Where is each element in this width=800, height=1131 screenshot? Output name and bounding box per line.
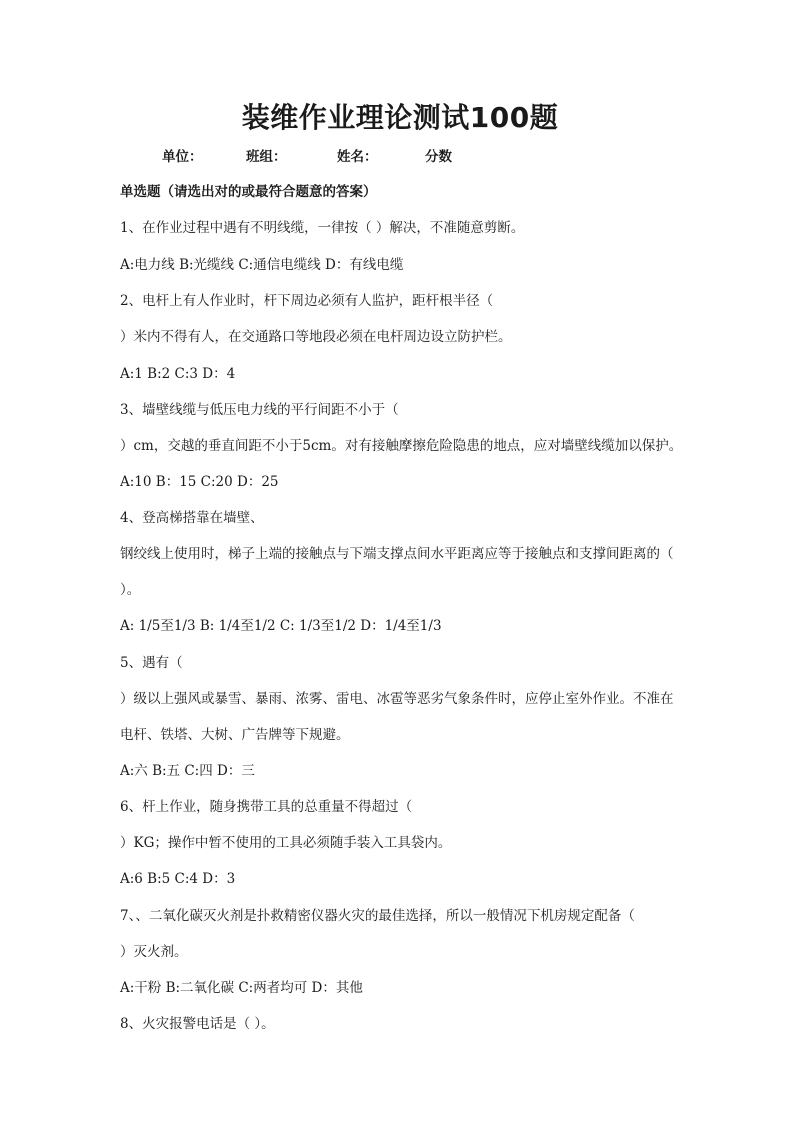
text-line: 电杆、铁塔、大树、广告牌等下规避。: [120, 727, 350, 743]
text-line: 钢绞线上使用时，梯子上端的接触点与下端支撑点间水平距离应等于接触点和支撑间距离的（: [120, 546, 674, 562]
text-line: ）。: [120, 582, 141, 598]
text-line: 3、墙壁线缆与低压电力线的平行间距不小于（: [120, 402, 399, 418]
text-line: 6、杆上作业，随身携带工具的总重量不得超过（: [120, 799, 413, 815]
text-line: 7、、二氧化碳灭火剂是扑救精密仪器火灾的最佳选择，所以一般情况下机房规定配备（: [120, 908, 635, 924]
text-line: 1、在作业过程中遇有不明线缆，一律按（ ）解决，不准随意剪断。: [120, 220, 525, 236]
text-line: A:10 B：15 C:20 D：25: [120, 474, 279, 490]
text-line: ）米内不得有人，在交通路口等地段必须在电杆周边设立防护栏。: [120, 329, 512, 345]
text-line: A:六 B:五 C:四 D：三: [120, 763, 255, 779]
text-line: ）灭火剂。: [120, 944, 188, 960]
text-line: ）cm，交越的垂直间距不小于5cm。对有接触摩擦危险隐患的地点，应对墙壁线缆加以保护。: [120, 438, 683, 454]
text-line: A:6 B:5 C:4 D：3: [120, 871, 236, 887]
text-line: A: 1/5至1/3 B: 1/4至1/2 C: 1/3至1/2 D：1/4至1/3: [120, 618, 442, 634]
unit-label: 单位：: [162, 149, 203, 165]
text-line: 2、电杆上有人作业时，杆下周边必须有人监护，距杆根半径（: [120, 293, 494, 309]
name-label: 姓名：: [337, 149, 378, 165]
text-line: 4、登高梯搭靠在墙壁、: [120, 510, 264, 526]
text-line: A:1 B:2 C:3 D：4: [120, 366, 236, 382]
text-line: A:电力线 B:光缆线 C:通信电缆线 D：有线电缆: [120, 257, 404, 273]
text-line: 8、火灾报警电话是（ ）。: [120, 1016, 275, 1032]
text-line: A:干粉 B:二氧化碳 C:两者均可 D：其他: [120, 980, 363, 996]
text-line: ）级以上强风或暴雪、暴雨、浓雾、雷电、冰雹等恶劣气象条件时，应停止室外作业。不准在: [120, 691, 674, 707]
section-heading: 单选题（请选出对的或最符合题意的答案）: [120, 184, 377, 200]
header-fields: [0, 146, 800, 168]
score-label: 分数: [425, 149, 452, 165]
text-line: 5、遇有（: [120, 655, 183, 671]
page-title: 装维作业理论测试100题: [241, 101, 559, 134]
team-label: 班组：: [246, 149, 287, 165]
text-line: ）KG；操作中暂不使用的工具必须随手装入工具袋内。: [120, 835, 452, 851]
